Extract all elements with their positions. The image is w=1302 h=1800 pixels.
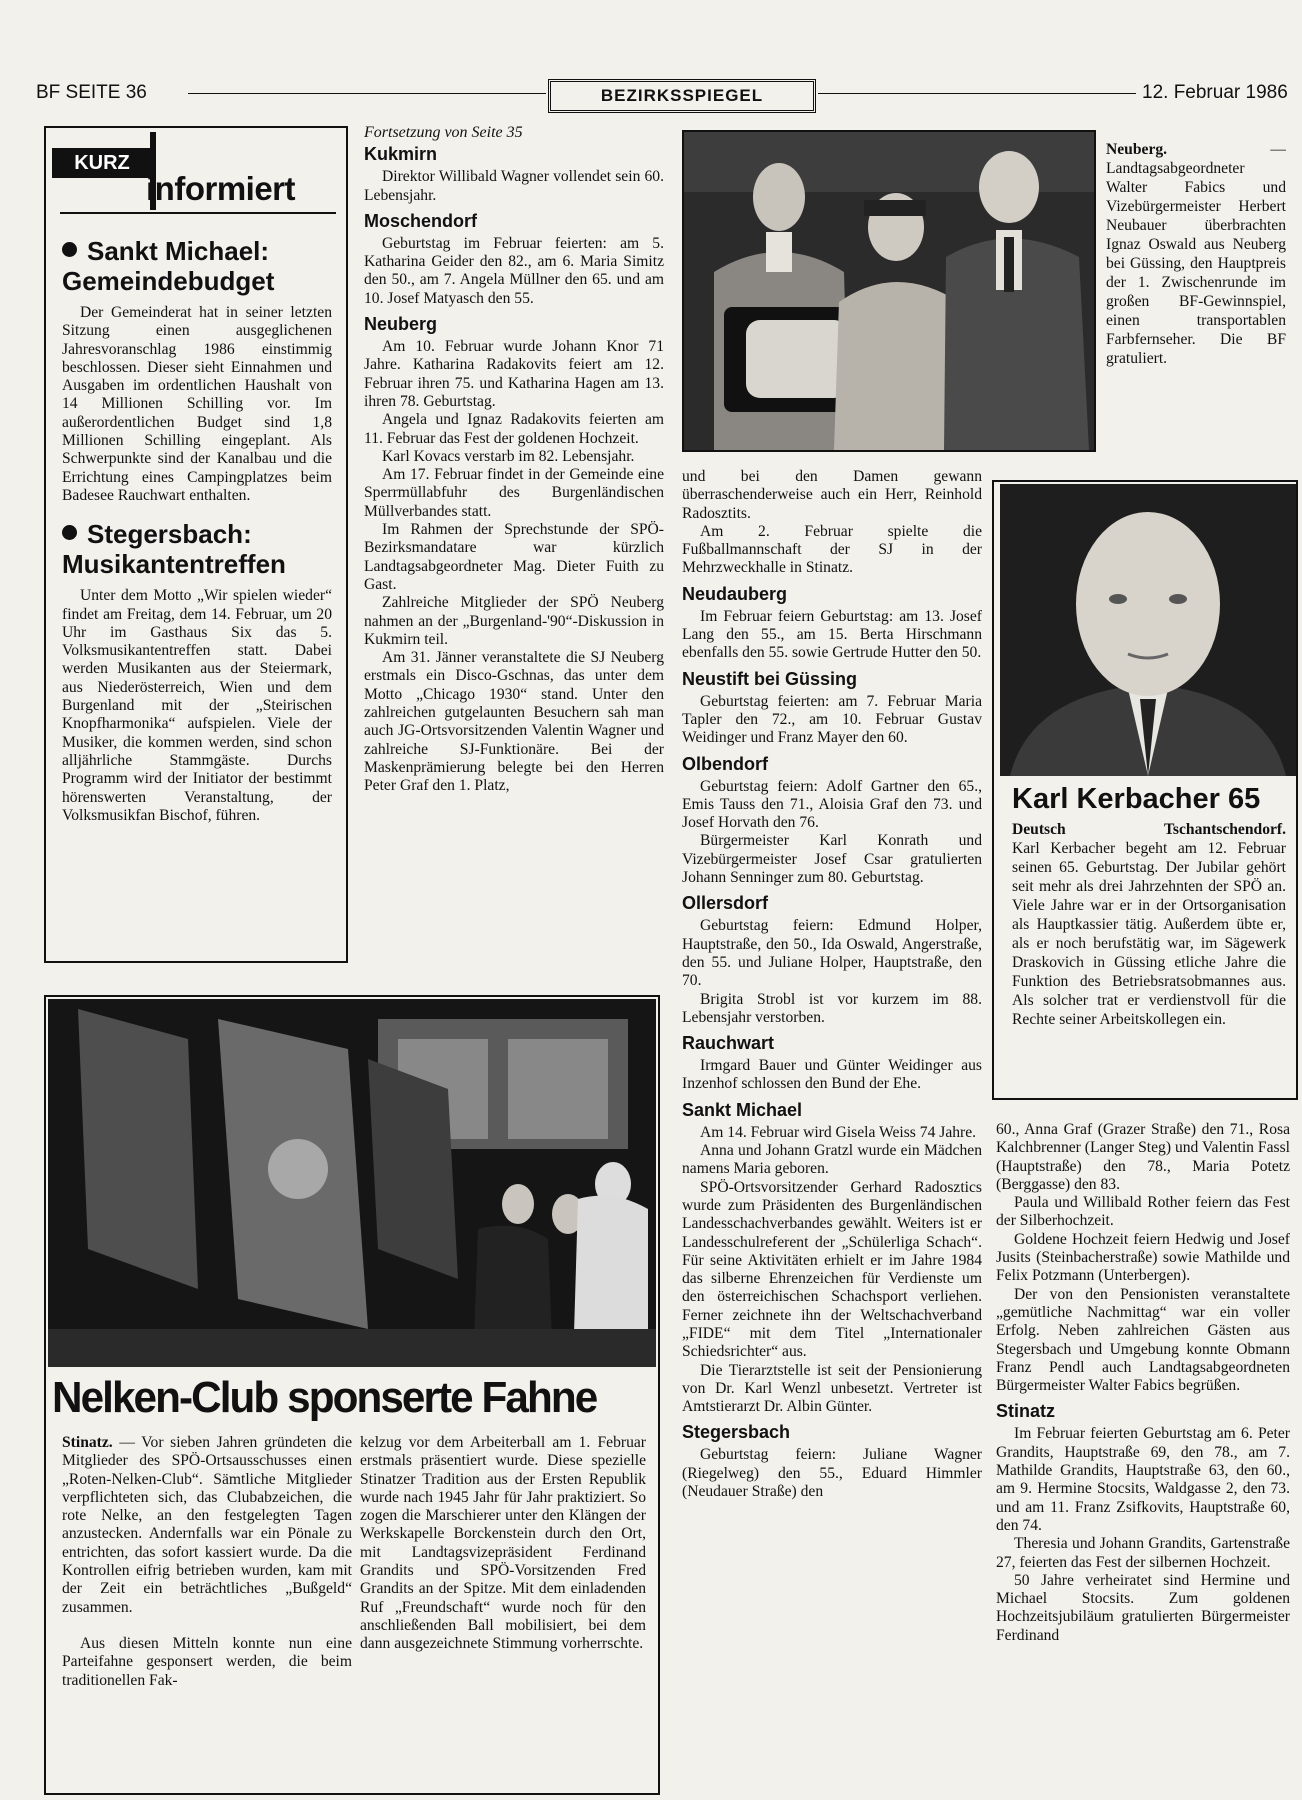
paragraph: Der von den Pensionisten veranstaltete „gemütliche Nachmittag“ war ein voller Erfolg. Neben zahlreichen Gästen aus Stegersbach und Umgebung konnte Obmann Franz Pendl auch Landtagsabgeordneten Bürgermeister Walter Fabics begrüßen.: [996, 1285, 1290, 1395]
paragraph: Im Februar feiern Geburtstag: am 13. Josef Lang den 55., am 15. Berta Hirschmann ebenfalls den 55. sowie Gertrude Hutter den 50.: [682, 607, 982, 662]
paragraph: Geburtstag im Februar feierten: am 5. Katharina Geider den 82., am 6. Maria Simitz den 50., am 7. Angela Müllner den 65. und am 10. Josef Matyasch den 55.: [364, 234, 664, 307]
paragraph: und bei den Damen gewann überraschenderweise auch ein Herr, Reinhold Radosztits.: [682, 468, 982, 522]
photo-tv-handover: [682, 130, 1096, 452]
paragraph: Bürgermeister Karl Konrath und Vizebürgermeister Josef Csar gratulierten Johann Senninger zum 80. Geburtstag.: [682, 832, 982, 887]
section-heading: Rauchwart: [682, 1033, 775, 1054]
paragraph: Theresia und Johann Grandits, Gartenstraße 27, feierten das Fest der silbernen Hochzeit.: [996, 1535, 1290, 1571]
nelken-column-a: [62, 1434, 352, 1786]
paragraph: Karl Kovacs verstarb im 82. Lebensjahr.: [382, 447, 635, 465]
article-text: Der Gemeinderat hat in seiner letzten Sitzung einen ausgeglichenen Jahresvoranschlag 1986 einstimmig beschlossen. Dieser sieht Einnahmen und Ausgaben im ordentlichen Haushalt von 14 Millionen Schilling vor. Im außerordentlichen Budget sind 1,8 Millionen Schilling eingeplant. Als Schwerpunkte sind der Kanalbau und die Errichtung eines Campingplatzes beim Badesee Rauchwart enthalten.: [62, 304, 332, 504]
caption-text: — Landtagsabgeordneter Walter Fabics und Vizebürgermeister Herbert Neubauer überbrachten Ignaz Oswald aus Neuberg bei Güssing, den Hauptpreis der 1. Zwischenrunde im großen BF-Gewinnspiel, einen transportablen Farbfernseher. Die BF gratuliert.: [1106, 141, 1286, 367]
paragraph: Am 17. Februar findet in der Gemeinde eine Sperrmüllabfuhr des Burgenländischen Müllverbandes statt.: [364, 466, 664, 520]
column-5: [996, 1121, 1290, 1793]
issue-date: 12. Februar 1986: [1142, 82, 1288, 103]
photo-flag-parade: [48, 999, 656, 1367]
section-heading: Moschendorf: [364, 210, 478, 231]
section-heading: Stinatz: [996, 1401, 1056, 1422]
paragraph: Anna und Johann Gratzl wurde ein Mädchen namens Maria geboren.: [682, 1142, 982, 1178]
paragraph: Goldene Hochzeit feiern Hedwig und Josef Jusits (Steinbacherstraße) sowie Mathilde und Felix Potzmann (Unterbergen).: [996, 1230, 1290, 1285]
paragraph: Geburtstag feiern: Edmund Holper, Hauptstraße, den 50., Ida Oswald, Angerstraße, den 55. und Juliane Holper, Hauptstraße, den 70.: [682, 917, 982, 990]
page-number: BF SEITE 36: [36, 82, 147, 103]
paragraph: Am 2. Februar spielte die Fußballmannschaft der SJ in der Mehrzweckhalle in Stinatz.: [682, 522, 982, 577]
paragraph: Die Tierarztstelle ist seit der Pensionierung von Dr. Karl Wenzl unbesetzt. Vertreter ist Amtstierarzt Dr. Albin Günter.: [682, 1361, 982, 1416]
section-heading: Sankt Michael: [682, 1099, 803, 1120]
article-text: Unter dem Motto „Wir spielen wieder“ findet am Freitag, dem 14. Februar, um 20 Uhr im Gasthaus Six das 5. Volksmusikantentreffen statt. Dabei werden Musikanten aus der Steiermark, aus Niederösterreich, Wien und dem Burgenland mit der „Steirischen Knopfharmonika“ aufspielen. Viele der Musiker, die kommen werden, sind schon alljährliche Stammgäste. Durchs Programm wird der Initiator der bestimmt hörenswerten Veranstaltung, der Volksmusikfan Bischof, führen.: [62, 587, 332, 824]
paragraph: Direktor Willibald Wagner vollendet sein 60. Lebensjahr.: [364, 168, 664, 204]
photo-portrait: [1000, 484, 1296, 776]
section-heading: Olbendorf: [682, 753, 768, 774]
paragraph: Aus diesen Mitteln konnte nun eine Parteifahne gesponsert werden, die beim traditionellen Fak-: [62, 1634, 352, 1689]
photo-illustration: [684, 132, 1094, 450]
paragraph: Paula und Willibald Rother feiern das Fest der Silberhochzeit.: [996, 1194, 1290, 1230]
nelken-column-b: [360, 1434, 646, 1786]
paragraph: Zahlreiche Mitglieder der SPÖ Neuberg nahmen an der „Burgenland-'90“-Diskussion in Kukmirn teil.: [364, 594, 664, 648]
kerbacher-article: [1012, 820, 1286, 1090]
header-rule: [188, 93, 546, 94]
paragraph: Brigita Strobl ist vor kurzem im 88. Lebensjahr verstorben.: [682, 990, 982, 1026]
paragraph: SPÖ-Ortsvorsitzender Gerhard Radosztics wurde zum Präsidenten des Burgenländischen Landesschachverbandes gewählt. Weiters ist er Landesschulreferent der „Schülerliga Schach“. Für seine Aktivitäten erhielt er im Jahre 1984 das silberne Ehrenzeichen für Verdienste um den österreichischen Schachsport verliehen. Ferner zeichnete ihn der Weltschachverband „FIDE“ mit dem Titel „Internationaler Schiedsrichter“ aus.: [682, 1178, 982, 1361]
kurz-rule: [60, 212, 336, 214]
paragraph: kelzug vor dem Arbeiterball am 1. Februar erstmals präsentiert wurde. Diese spezielle Stinatzer Tradition aus der Ersten Republik wurde nach 1945 Jahr für Jahr praktiziert. So zogen die Marschierer unter den Klängen der Werkskapelle Borckenstein durch den Ort, mit Landtagsvizepräsident Ferdinand Grandits und SPÖ-Vorsitzenden Fred Grandits an der Spitze. Mit dem einladenden Ruf „Freundschaft“ wurde noch für den anschließenden Ball mobilisiert, bei dem dann ausgezeichnete Stimmung vorherrschte.: [360, 1434, 646, 1653]
kerbacher-text: Karl Kerbacher begeht am 12. Februar seinen 65. Geburtstag. Der Jubilar gehört seit mehr als drei Jahrzehnten der SPÖ an. Viele Jahre war er in der Ortsorganisation als Hauptkassier tätig. Außerdem übte er, als er noch berufstätig war, im Sägewerk Draskovich in Güssing etliche Jahre die Funktion des Betriebsratsobmannes aus. Als solcher trat er verdienstvoll für die Rechte seiner Arbeitskollegen ein.: [1012, 840, 1286, 1028]
photo-caption: [1106, 140, 1286, 440]
paragraph: Am 10. Februar wurde Johann Knor 71 Jahre. Katharina Radakovits feiert am 12. Februar ihren 75. und Katharina Hagen am 13. ihren 78. Geburtstag.: [364, 338, 664, 410]
paragraph: Im Rahmen der Sprechstunde der SPÖ-Bezirksmandatare war kürzlich Landtagsabgeordneter Mag. Dieter Fuith zu Gast.: [364, 521, 664, 593]
paragraph: Geburtstag feiern: Juliane Wagner (Riegelweg) den 55., Eduard Himmler (Neudauer Straße) den: [682, 1446, 982, 1501]
paragraph: 50 Jahre verheiratet sind Hermine und Michael Stocsits. Zum goldenen Hochzeitsjubiläum gratulierten Bürgermeister Ferdinand: [996, 1571, 1290, 1644]
paragraph: Angela und Ignaz Radakovits feierten am 11. Februar das Fest der goldenen Hochzeit.: [364, 411, 664, 447]
paragraph: 60., Anna Graf (Grazer Straße) den 71., Rosa Kalchbrenner (Langer Steg) und Valentin Fassl (Hauptstraße) den 78., Maria Potetz (Berggasse) den 83.: [996, 1121, 1290, 1193]
bullet-icon: [62, 525, 77, 540]
article-heading: Stegersbach: Musikantentreffen: [62, 519, 286, 580]
nelken-text: — Vor sieben Jahren gründeten die Mitglieder des SPÖ-Ortsausschusses einen „Roten-Nelken-Club“. Sämtliche Mitglieder verpflichteten sich, das Clubabzeichen, die rote Nelke, an den festgelegten Tagen anzustecken. Andernfalls war ein Pönale zu entrichten, das sofort kassiert wurde. Da die Kontrollen eifrig betrieben wurden, kam mit der Zeit ein beträchtliches „Bußgeld“ zusammen.: [62, 1434, 352, 1616]
portrait-illustration: [1000, 484, 1296, 776]
kerbacher-headline: Karl Kerbacher 65: [1012, 783, 1261, 815]
column-2: [364, 124, 664, 981]
parade-illustration: [48, 999, 656, 1367]
article-heading: Sankt Michael: Gemeindebudget: [62, 236, 275, 296]
caption-place: Neuberg.: [1106, 141, 1168, 158]
section-heading: Kukmirn: [364, 144, 438, 165]
paragraph: Geburtstag feierten: am 7. Februar Maria Tapler den 72., am 10. Februar Gustav Weidinger und Franz Mayer den 60.: [682, 692, 982, 747]
header-rule: [818, 93, 1136, 94]
column-3: [682, 468, 982, 1793]
nelken-headline: Nelken-Club sponserte Fahne: [52, 1373, 597, 1422]
kerbacher-place: Deutsch Tschantschendorf.: [1012, 821, 1286, 838]
continuation-note: Fortsetzung von Seite 35: [364, 124, 523, 141]
nelken-place: Stinatz.: [62, 1434, 113, 1451]
section-heading: Neudauberg: [682, 583, 788, 604]
section-title: BEZIRKSSPIEGEL: [548, 79, 816, 113]
paragraph: Im Februar feierten Geburtstag am 6. Peter Grandits, Hauptstraße 69, den 78., am 7. Mathilde Grandits, Hauptstraße 63, den 60., am 9. Hermine Stocsits, Waldgasse 2, den 73. und am 11. Franz Zsifkovits, Hauptstraße 60, den 74.: [996, 1425, 1290, 1534]
paragraph: Am 31. Jänner veranstaltete die SJ Neuberg erstmals ein Disco-Gschnas, das unter dem Motto „Chicago 1930“ stand. Unter den zahlreichen gutgelaunten Besuchern sah man auch JG-Ortsvorsitzenden Valentin Wagner und zahlreiche SJ-Funktionäre. Bei der Maskenprämierung belegte bei den Herren Peter Graf den 1. Platz,: [364, 649, 664, 795]
section-heading: Ollersdorf: [682, 893, 769, 914]
section-heading: Neustift bei Güssing: [682, 668, 858, 689]
kurz-column: [62, 222, 332, 957]
paragraph: Geburtstag feiern: Adolf Gartner den 65., Emis Tauss den 71., Aloisia Graf den 73. und Josef Horvath den 76.: [682, 777, 982, 832]
kurz-tag: KURZ: [52, 148, 152, 178]
paragraph: Am 14. Februar wird Gisela Weiss 74 Jahre.: [700, 1123, 977, 1141]
paragraph: Irmgard Bauer und Günter Weidinger aus Inzenhof schlossen den Bund der Ehe.: [682, 1057, 982, 1093]
kurz-title: informiert: [146, 170, 296, 207]
section-heading: Stegersbach: [682, 1422, 791, 1443]
bullet-icon: [62, 242, 77, 257]
section-heading: Neuberg: [364, 314, 438, 335]
